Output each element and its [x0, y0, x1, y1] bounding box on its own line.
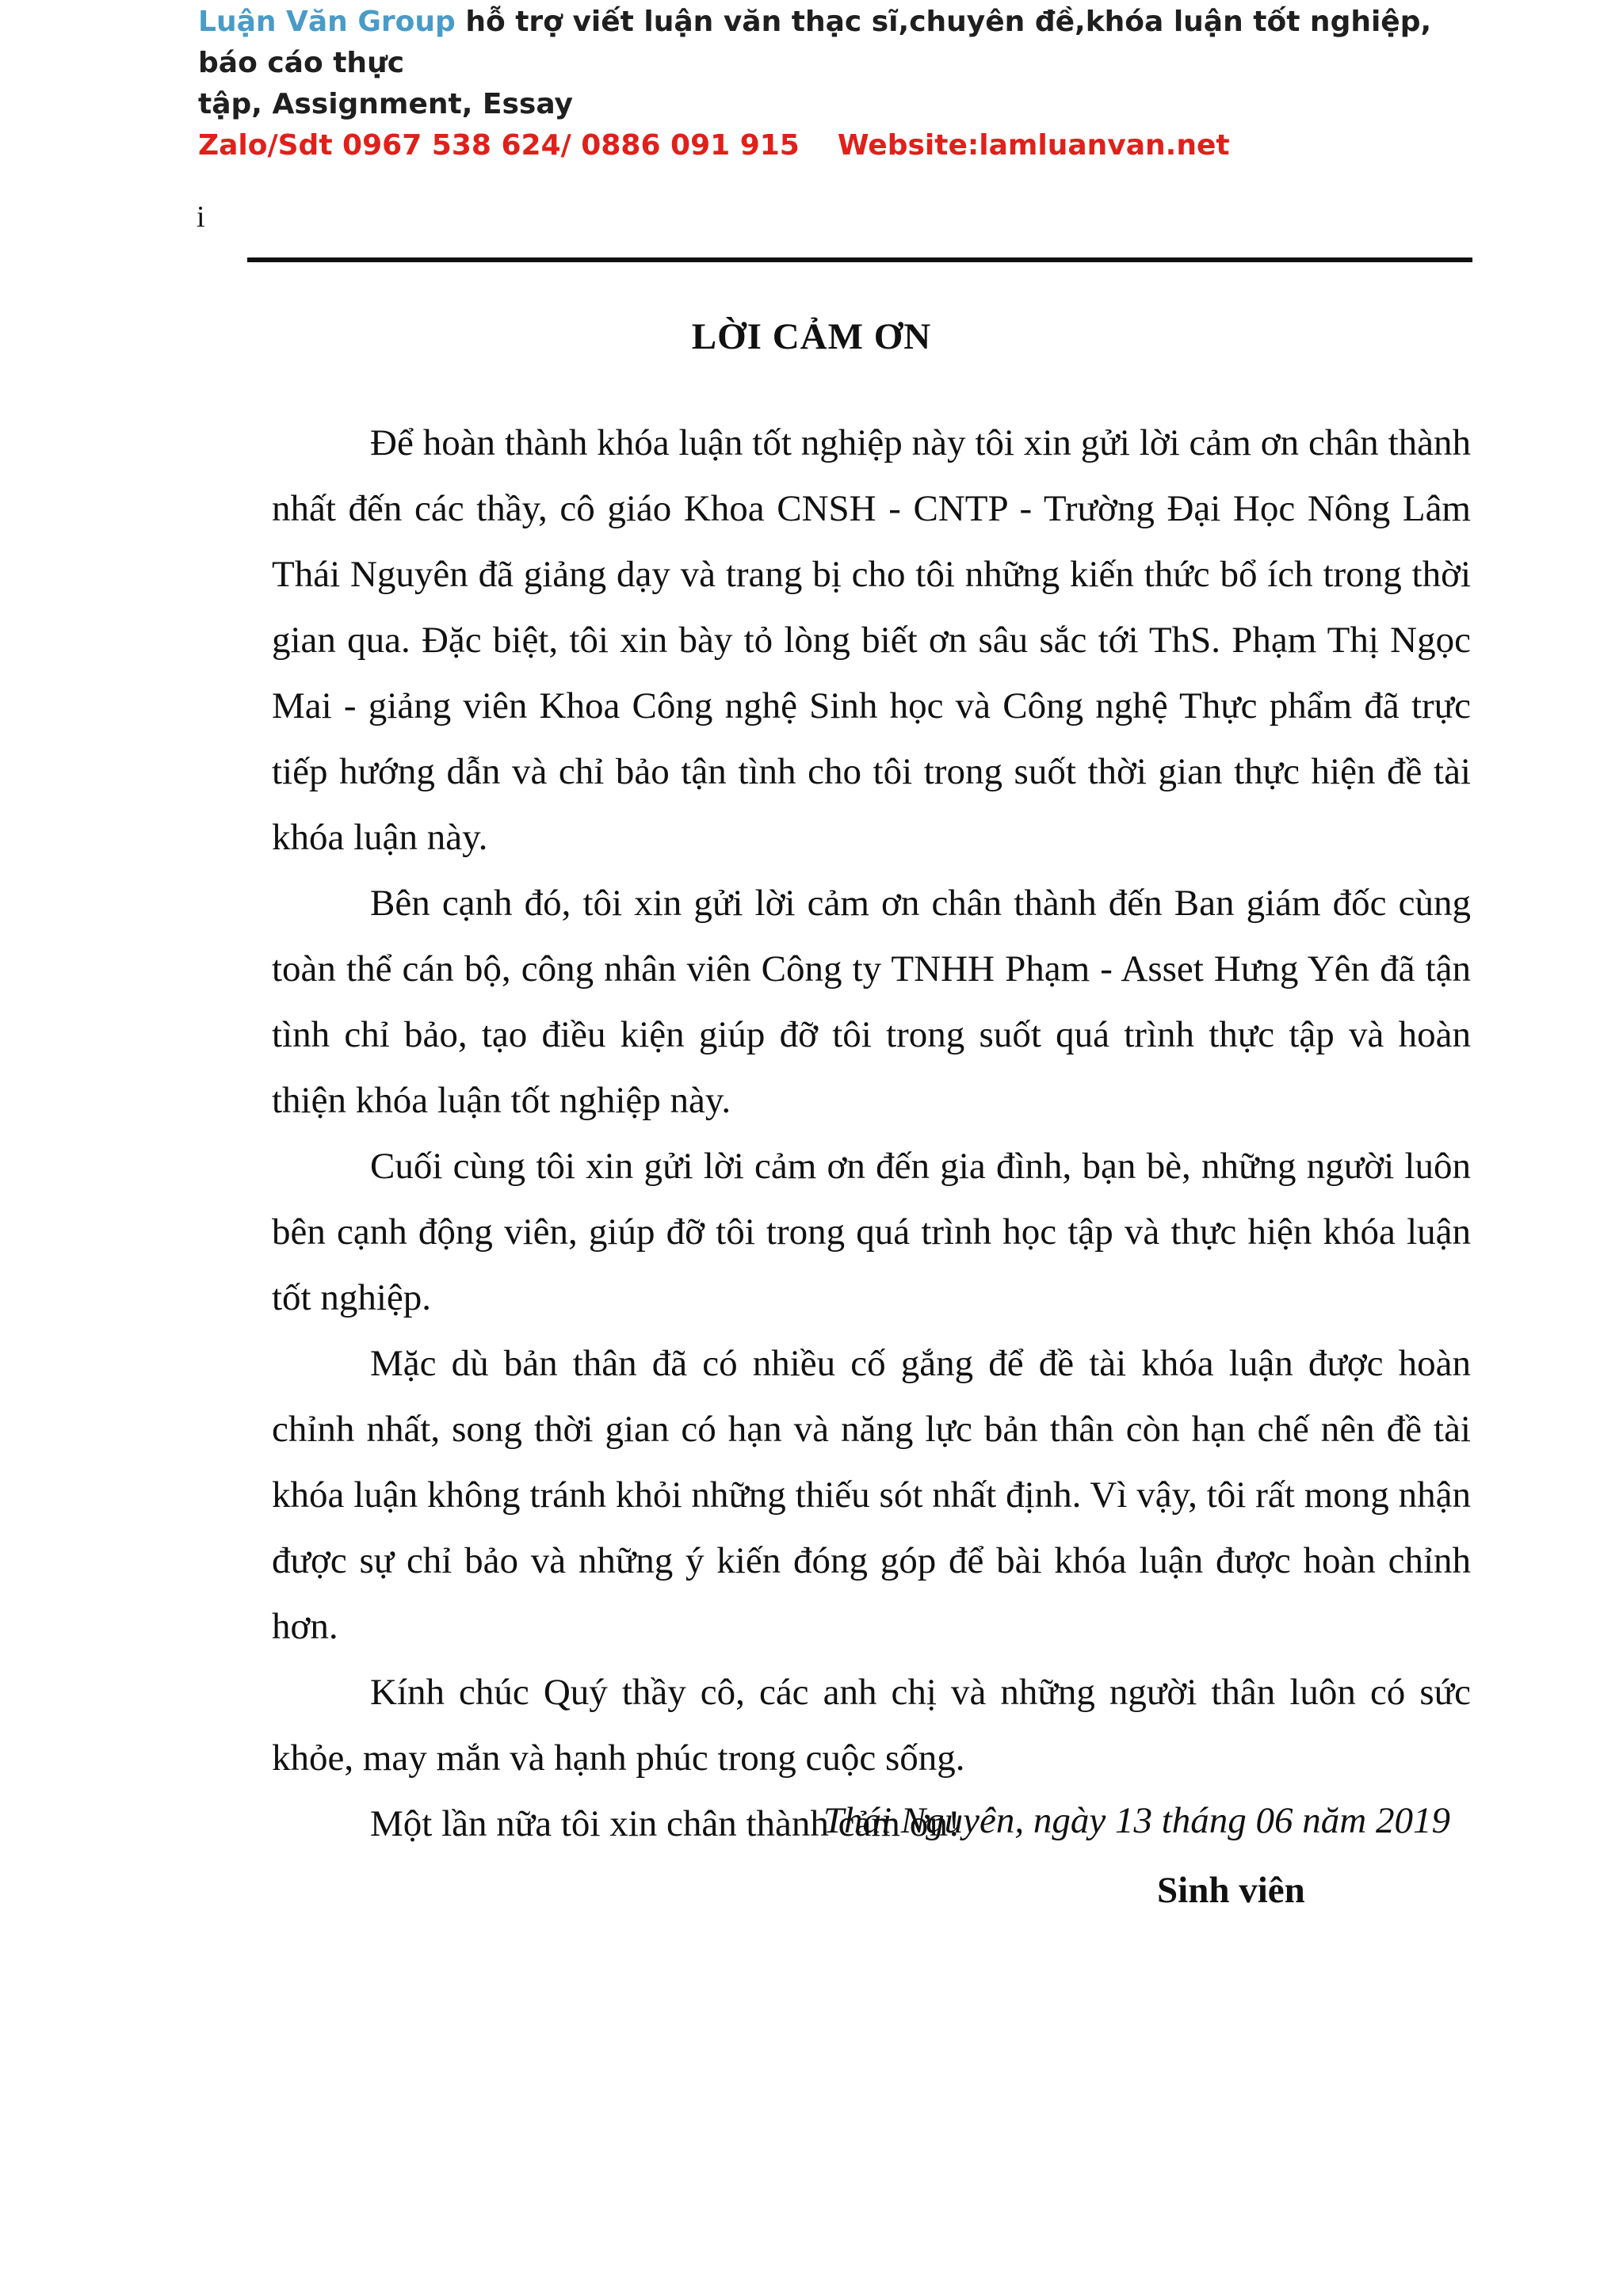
watermark-tagline-2: tập, Assignment, Essay	[198, 88, 574, 120]
watermark-contact-line	[198, 125, 1498, 166]
watermark-line-1	[198, 2, 1498, 84]
watermark-brand: Luận Văn Group	[198, 6, 456, 38]
document-body	[272, 410, 1471, 1857]
header-watermark	[198, 2, 1498, 166]
signoff-place-date: Thái Nguyên, ngày 13 tháng 06 năm 2019	[823, 1800, 1450, 1841]
watermark-contact: Zalo/Sdt 0967 538 624/ 0886 091 915	[198, 129, 800, 162]
paragraph: Để hoàn thành khóa luận tốt nghiệp này tôi xin gửi lời cảm ơn chân thành nhất đến các thầy, cô giáo Khoa CNSH - CNTP - Trường Đại Học Nông Lâm Thái Nguyên đã giảng dạy và trang bị cho tôi những kiến thức bổ ích trong thời gian qua. Đặc biệt, tôi xin bày tỏ lòng biết ơn sâu sắc tới ThS. Phạm Thị Ngọc Mai - giảng viên Khoa Công nghệ Sinh học và Công nghệ Thực phẩm đã trực tiếp hướng dẫn và chỉ bảo tận tình cho tôi trong suốt thời gian thực hiện đề tài khóa luận này.	[272, 422, 1471, 858]
signoff-role: Sinh viên	[1157, 1870, 1305, 1911]
paragraph: Mặc dù bản thân đã có nhiều cố gắng để đề tài khóa luận được hoàn chỉnh nhất, song thời gian có hạn và năng lực bản thân còn hạn chế nên đề tài khóa luận không tránh khỏi những thiếu sót nhất định. Vì vậy, tôi rất mong nhận được sự chỉ bảo và những ý kiến đóng góp để bài khóa luận được hoàn chỉnh hơn.	[272, 1343, 1471, 1647]
page-number: i	[197, 200, 205, 234]
watermark-website: Website:lamluanvan.net	[837, 129, 1230, 162]
paragraph: Cuối cùng tôi xin gửi lời cảm ơn đến gia đình, bạn bè, những người luôn bên cạnh động viên, giúp đỡ tôi trong quá trình học tập và thực hiện khóa luận tốt nghiệp.	[272, 1146, 1471, 1318]
watermark-tagline-1: hỗ trợ viết luận văn thạc sĩ,chuyên đề,khóa luận tốt nghiệp, báo cáo thực	[198, 6, 1432, 79]
header-rule	[247, 257, 1472, 262]
page-title: LỜI CẢM ƠN	[691, 316, 932, 357]
paragraph: Kính chúc Quý thầy cô, các anh chị và những người thân luôn có sức khỏe, may mắn và hạnh phúc trong cuộc sống.	[272, 1672, 1471, 1779]
paragraph: Một lần nữa tôi xin chân thành cảm ơn!	[370, 1803, 960, 1844]
paragraph: Bên cạnh đó, tôi xin gửi lời cảm ơn chân thành đến Ban giám đốc cùng toàn thể cán bộ, công nhân viên Công ty TNHH Phạm - Asset Hưng Yên đã tận tình chỉ bảo, tạo điều kiện giúp đỡ tôi trong suốt quá trình thực tập và hoàn thiện khóa luận tốt nghiệp này.	[272, 883, 1471, 1121]
